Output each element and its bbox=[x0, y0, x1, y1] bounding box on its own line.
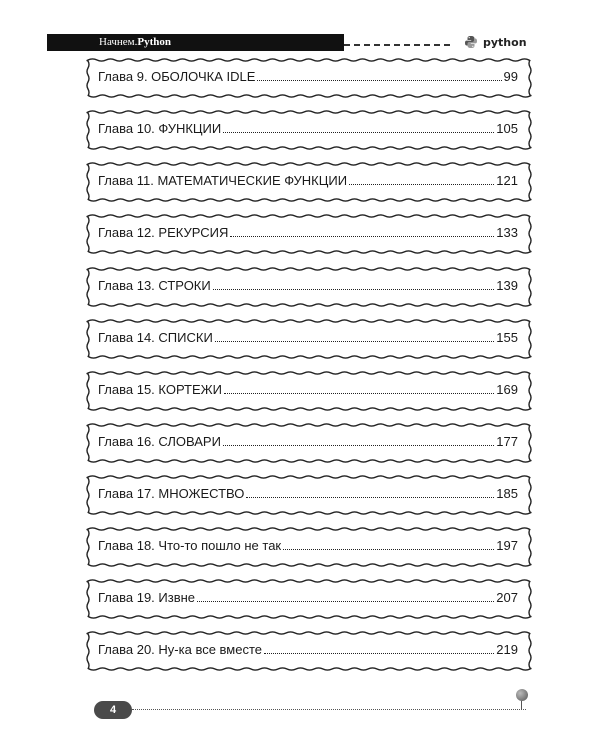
toc-title: Глава 10. ФУНКЦИИ bbox=[98, 121, 222, 136]
toc-title: Глава 19. Извне bbox=[98, 590, 196, 605]
toc-title: Глава 18. Что-то пошло не так bbox=[98, 538, 282, 553]
toc-title: Глава 13. СТРОКИ bbox=[98, 278, 211, 293]
footer-ornament-stem bbox=[521, 700, 522, 709]
toc-entry bbox=[84, 266, 534, 308]
toc-line bbox=[98, 69, 518, 84]
toc-page-number: 133 bbox=[496, 225, 518, 240]
footer-dotted-rule bbox=[132, 709, 526, 710]
toc-line bbox=[98, 173, 518, 188]
book-title-brand: Python bbox=[137, 36, 172, 48]
toc-line bbox=[98, 538, 518, 553]
toc-leader-dots bbox=[213, 288, 495, 290]
toc-line bbox=[98, 225, 518, 240]
toc-page-number: 105 bbox=[496, 121, 518, 136]
toc-entry bbox=[84, 526, 534, 568]
toc-line bbox=[98, 382, 518, 397]
python-logo-text: python bbox=[483, 35, 527, 49]
toc-page-number: 177 bbox=[496, 434, 518, 449]
toc-leader-dots bbox=[264, 652, 494, 654]
toc-title: Глава 14. СПИСКИ bbox=[98, 330, 213, 345]
book-title-bar bbox=[47, 34, 344, 51]
toc-leader-dots bbox=[246, 496, 494, 498]
toc-leader-dots bbox=[223, 444, 494, 446]
toc-page-number: 121 bbox=[496, 173, 518, 188]
toc-title: Глава 9. ОБОЛОЧКА IDLE bbox=[98, 69, 256, 84]
toc-leader-dots bbox=[197, 600, 494, 602]
toc-title: Глава 16. СЛОВАРИ bbox=[98, 434, 221, 449]
toc-leader-dots bbox=[257, 79, 501, 81]
toc-page-number: 197 bbox=[496, 538, 518, 553]
header-dashed-rule bbox=[344, 44, 450, 46]
toc-entry bbox=[84, 630, 534, 672]
toc-entry bbox=[84, 161, 534, 203]
python-logo-icon bbox=[464, 35, 478, 49]
toc-entry bbox=[84, 422, 534, 464]
toc-entry bbox=[84, 578, 534, 620]
toc-page-number: 185 bbox=[496, 486, 518, 501]
toc-entry bbox=[84, 57, 534, 99]
toc-page-number: 99 bbox=[503, 69, 518, 84]
book-title-prefix: Начнем. bbox=[99, 36, 138, 48]
footer-ornament-ball bbox=[516, 689, 528, 701]
toc-page-number: 207 bbox=[496, 590, 518, 605]
toc-title: Глава 12. РЕКУРСИЯ bbox=[98, 225, 229, 240]
toc-line bbox=[98, 278, 518, 293]
toc-leader-dots bbox=[223, 131, 494, 133]
toc-entry bbox=[84, 109, 534, 151]
toc-page-number: 169 bbox=[496, 382, 518, 397]
toc-page-number: 155 bbox=[496, 330, 518, 345]
toc-line bbox=[98, 642, 518, 657]
toc-page-number: 139 bbox=[496, 278, 518, 293]
toc-entry bbox=[84, 474, 534, 516]
toc-title: Глава 11. МАТЕМАТИЧЕСКИЕ ФУНКЦИИ bbox=[98, 173, 348, 188]
toc-entry bbox=[84, 213, 534, 255]
toc-line bbox=[98, 434, 518, 449]
toc-leader-dots bbox=[349, 183, 494, 185]
toc-line bbox=[98, 121, 518, 136]
toc-line bbox=[98, 330, 518, 345]
page-number: 4 bbox=[94, 701, 132, 719]
toc-title: Глава 20. Ну-ка все вместе bbox=[98, 642, 263, 657]
toc-line bbox=[98, 486, 518, 501]
toc-entry bbox=[84, 318, 534, 360]
toc-line bbox=[98, 590, 518, 605]
toc-leader-dots bbox=[283, 548, 494, 550]
toc-title: Глава 17. МНОЖЕСТВО bbox=[98, 486, 245, 501]
toc-leader-dots bbox=[230, 235, 494, 237]
toc-leader-dots bbox=[224, 392, 494, 394]
toc-page-number: 219 bbox=[496, 642, 518, 657]
toc-entry bbox=[84, 370, 534, 412]
python-logo bbox=[464, 35, 527, 49]
toc-leader-dots bbox=[215, 340, 495, 342]
toc-title: Глава 15. КОРТЕЖИ bbox=[98, 382, 222, 397]
